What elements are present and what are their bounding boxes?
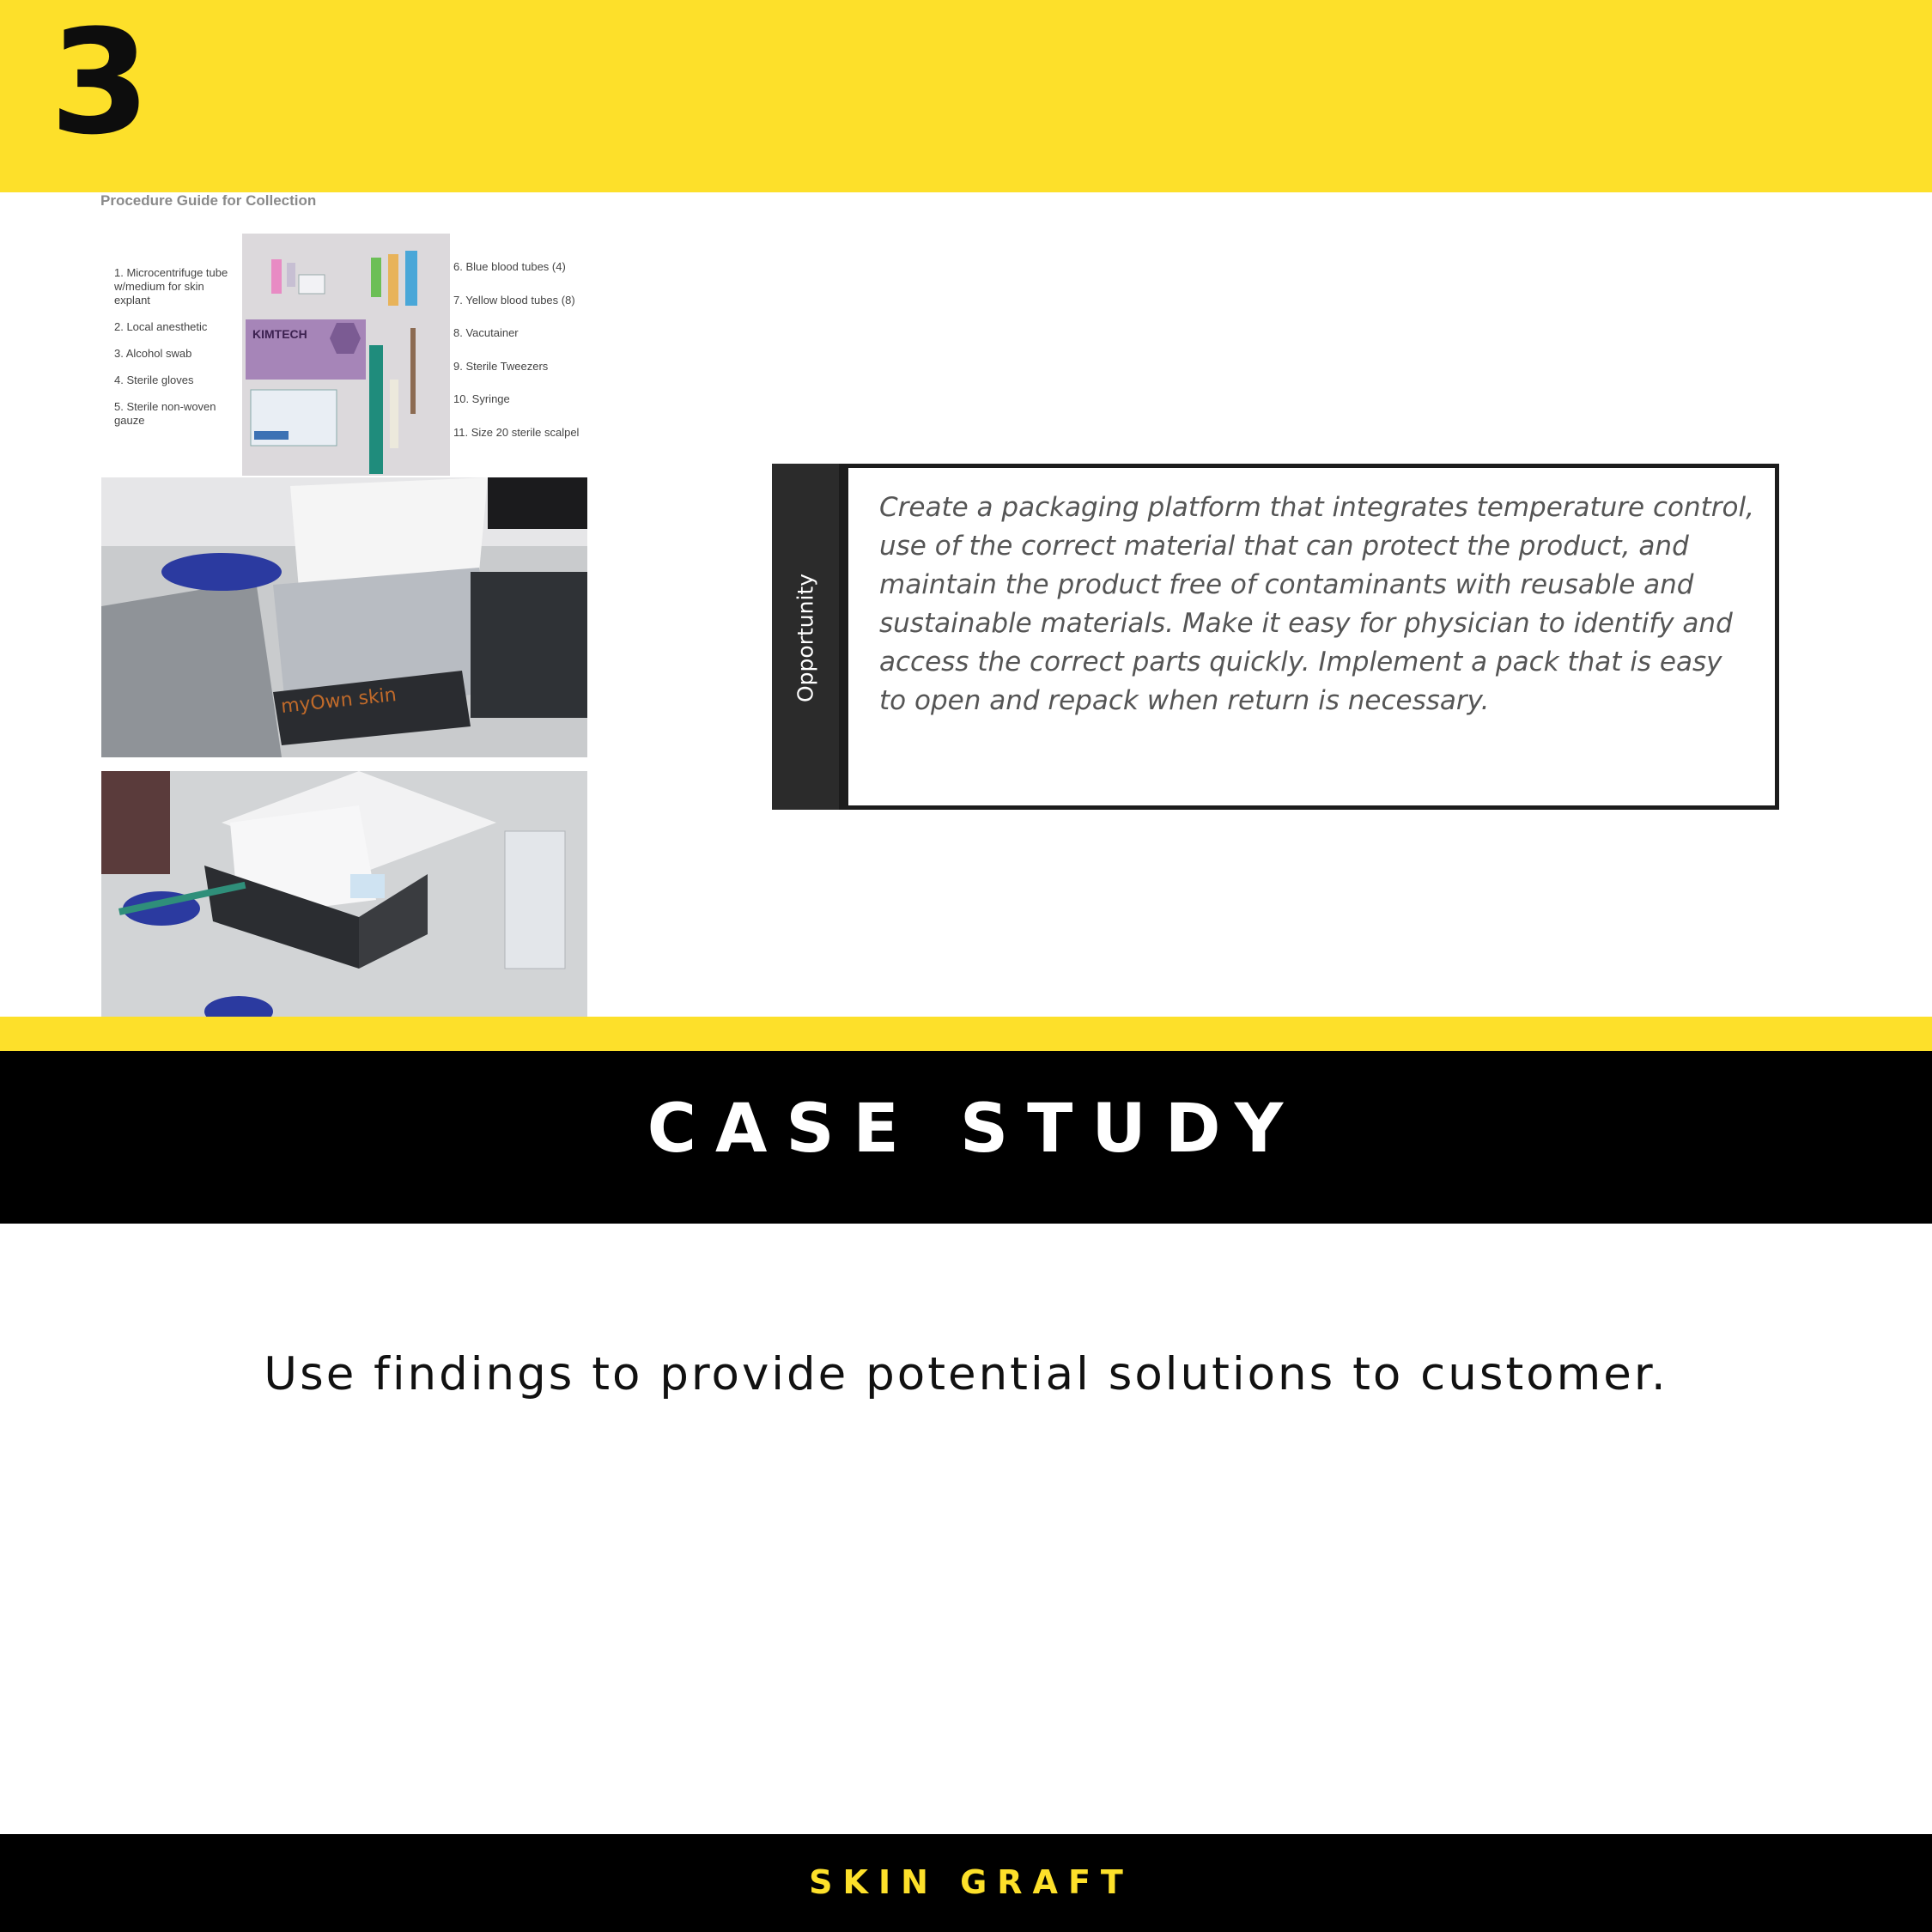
- guide-item: 10. Syringe: [453, 392, 510, 405]
- procedure-guide-title: Procedure Guide for Collection: [100, 192, 317, 209]
- procedure-guide-items-left: [114, 266, 243, 440]
- guide-item: 7. Yellow blood tubes (8): [453, 293, 575, 307]
- guide-item: 2. Local anesthetic: [114, 320, 208, 333]
- procedure-guide-items-right: [453, 260, 591, 459]
- case-study-tagline: Use findings to provide potential solutions to customer.: [264, 1348, 1668, 1400]
- header-band: [0, 0, 1932, 192]
- opportunity-text: Create a packaging platform that integrates temperature control, use of the correct material that can protect the product, and maintain the product free of contaminants with reusable and sustainable materials. Make it easy for physician to identify and access the correct parts quickly. Implement a pack that is easy to open and repack when return is necessary.: [879, 492, 1754, 716]
- packaging-photo-top-view: [101, 771, 587, 1017]
- guide-item: 5. Sterile non-woven gauze: [114, 400, 216, 427]
- guide-item: 9. Sterile Tweezers: [453, 359, 549, 373]
- guide-item: 8. Vacutainer: [453, 326, 519, 339]
- footer-title: SKIN GRAFT: [809, 1863, 1133, 1901]
- kit-brand-label: KIMTECH: [252, 327, 307, 341]
- packaging-photo-open-box: [101, 477, 587, 757]
- guide-item: 1. Microcentrifuge tube w/medium for skin explant: [114, 266, 228, 307]
- opportunity-content: [848, 468, 1775, 805]
- box-brand-label: myOwn skin: [280, 683, 398, 718]
- case-study-accent-band: [0, 1017, 1932, 1051]
- guide-item: 11. Size 20 sterile scalpel: [453, 425, 580, 439]
- page-number: 3: [50, 0, 149, 167]
- guide-item: 4. Sterile gloves: [114, 374, 194, 386]
- guide-item: 3. Alcohol swab: [114, 347, 192, 360]
- guide-item: 6. Blue blood tubes (4): [453, 260, 566, 273]
- opportunity-box: [772, 464, 1779, 810]
- opportunity-label: Opportunity: [793, 573, 818, 703]
- opportunity-side-bar: [772, 464, 839, 810]
- kit-contents-photo: [242, 234, 450, 476]
- case-study-title: CASE STUDY: [647, 1091, 1303, 1168]
